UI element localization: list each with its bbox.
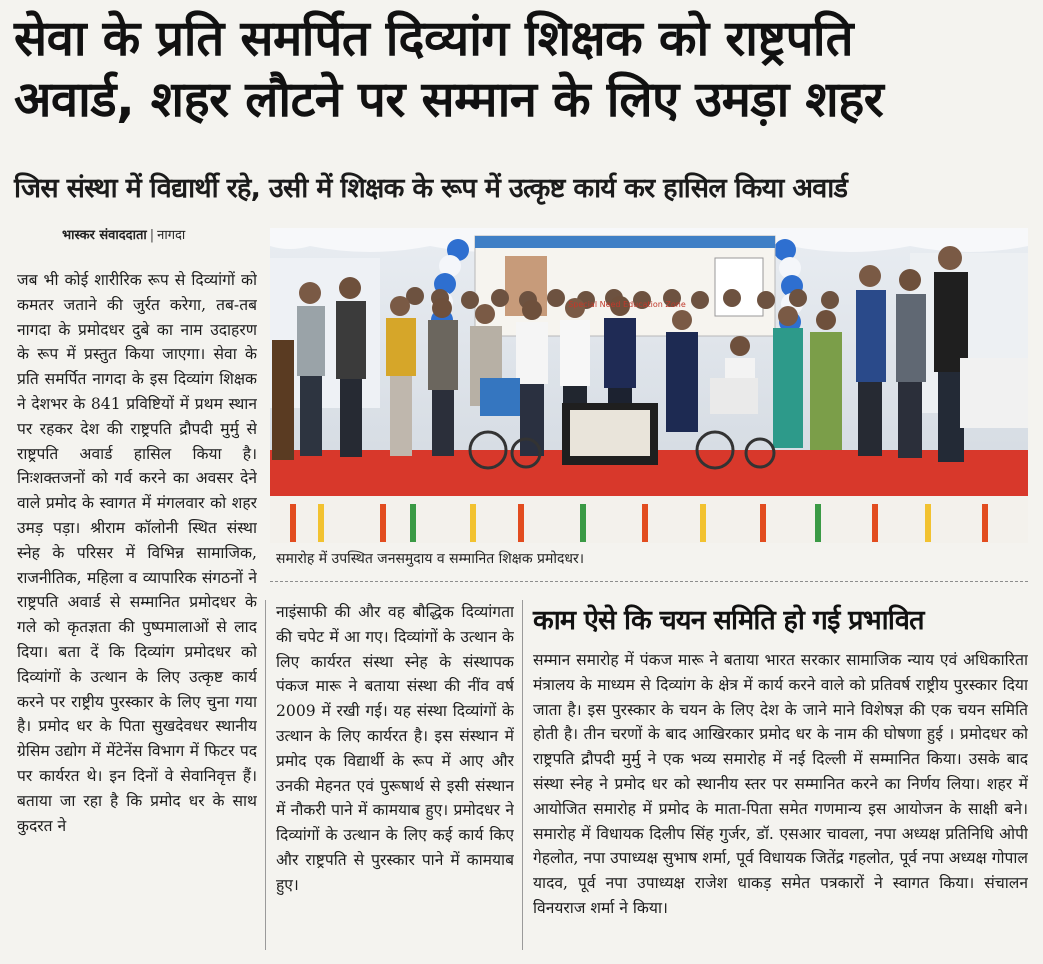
byline-reporter: भास्कर संवाददाता	[62, 228, 147, 243]
byline	[62, 225, 185, 243]
event-photo	[270, 228, 1028, 543]
byline-separator: |	[149, 228, 155, 243]
column-divider-2	[522, 600, 523, 950]
box-heading: काम ऐसे कि चयन समिति हो गई प्रभावित	[533, 605, 924, 636]
article-column-3: सम्मान समारोह में पंकज मारू ने बताया भारत सरकार सामाजिक न्याय एवं अधिकारिता मंत्रालय के माध्यम से दिव्यांग के क्षेत्र में कार्य करने वाले को प्रतिवर्ष राष्ट्रीय पुरस्कार दिया जाता है। इस पुरस्कार के चयन के लिए देश के जाने माने विशेषज्ञ की एक चयन समिति होती है। तीन चरणों के बाद आखिरकार प्रमोद धर के नाम की घोषणा हुई । प्रमोदधर को राष्ट्रपति द्रौपदी मुर्मु ने एक भव्य समारोह में नई दिल्ली में सम्मानित किया। उसके बाद संस्था स्नेह ने प्रमोद धर को स्थानीय स्तर पर सम्मानित करने का निर्णय लिया। शहर में आयोजित समारोह में प्रमोद के माता-पिता समेत गणमान्य इस आयोजन के साक्षी बने। समारोह में विधायक दिलीप सिंह गुर्जर, डॉ. एसआर चावला, नपा अध्यक्ष प्रतिनिधि ओपी गेहलोत, नपा उपाध्यक्ष सुभाष शर्मा, पूर्व विधायक जितेंद्र गहलोत, पूर्व नपा अध्यक्ष गोपाल यादव, पूर्व नपा उपाध्यक्ष राजेश धाकड़ समेत पत्रकारों ने स्वागत किया। संचालन विनयराज शर्मा ने किया।	[533, 651, 1028, 917]
photo-caption: समारोह में उपस्थित जनसमुदाय व सम्मानित शिक्षक प्रमोदधर।	[276, 551, 585, 567]
article-column-1: जब भी कोई शारीरिक रूप से दिव्यांगों को कमतर जताने की जुर्रत करेगा, तब-तब नागदा के प्रमोदधर दुबे का नाम उदाहरण के रूप में प्रस्तुत किया जाएगा। सेवा के प्रति समर्पित नागदा के इस दिव्यांग शिक्षक ने देशभर के 841 प्रविष्टियों में प्रथम स्थान पर रहकर देश की राष्ट्रपति द्रौपदी मुर्मु से राष्ट्रपति अवार्ड हासिल किया है। निःशक्तजनों को गर्व करने का अवसर देने वाले प्रमोद के स्वागत में मंगलवार को शहर उमड़ पड़ा। श्रीराम कॉलोनी स्थित संस्था स्नेह के परिसर में विभिन्न सामाजिक, राजनीतिक, महिला व व्यापारिक संगठनों ने राष्ट्रपति अवार्ड से सम्मानित प्रमोदधर के गले को कृतज्ञता की पुष्पमालाओं से लाद दिया। बता दें कि दिव्यांग प्रमोदधर को दिव्यांगों के उत्थान के लिए उत्कृष्ट कार्य करने पर राष्ट्रीय पुरस्कार के लिए चुना गया है। प्रमोद धर के पिता सुखदेवधर स्थानीय ग्रेसिम उद्योग में मेंटेनेंस विभाग में फिटर पद पर कार्यरत थे। इन दिनों वे सेवानिवृत्त हैं। बताया जा रहा है कि प्रमोद धर के साथ कुदरत ने	[17, 271, 257, 835]
horizontal-divider	[270, 581, 1028, 582]
byline-city: नागदा	[157, 228, 186, 243]
article-column-2: नाइंसाफी की और वह बौद्धिक दिव्यांगता की चपेट में आ गए। दिव्यांगों के उत्थान के लिए कार्यरत संस्था स्नेह के संस्थापक पंकज मारू ने बताया संस्था की नींव वर्ष 2009 में रखी गई। यह संस्था दिव्यांगों के उत्थान के लिए कार्यरत है। इस संस्थान में प्रमोद एक विद्यार्थी के रूप में आए और उनकी मेहनत एवं पुरूषार्थ से इसी संस्थान में नौकरी पाने में कामयाब हुए। प्रमोदधर ने दिव्यांगों के उत्थान के लिए कई कार्य किए और राष्ट्रपति से पुरस्कार पाने में कामयाब हुए।	[276, 603, 514, 894]
column-divider-1	[265, 600, 266, 950]
event-photo-illustration	[270, 228, 1028, 543]
headline-line-2: अवार्ड, शहर लौटने पर सम्मान के लिए उमड़ा शहर	[14, 71, 884, 128]
headline	[14, 8, 1029, 130]
headline-line-1: सेवा के प्रति समर्पित दिव्यांग शिक्षक को राष्ट्रपति	[14, 10, 854, 67]
photo-banner-title: Special Need Education Zone	[568, 300, 686, 309]
subheadline: जिस संस्था में विद्यार्थी रहे, उसी में शिक्षक के रूप में उत्कृष्ट कार्य कर हासिल किया अवार्ड	[14, 173, 848, 204]
